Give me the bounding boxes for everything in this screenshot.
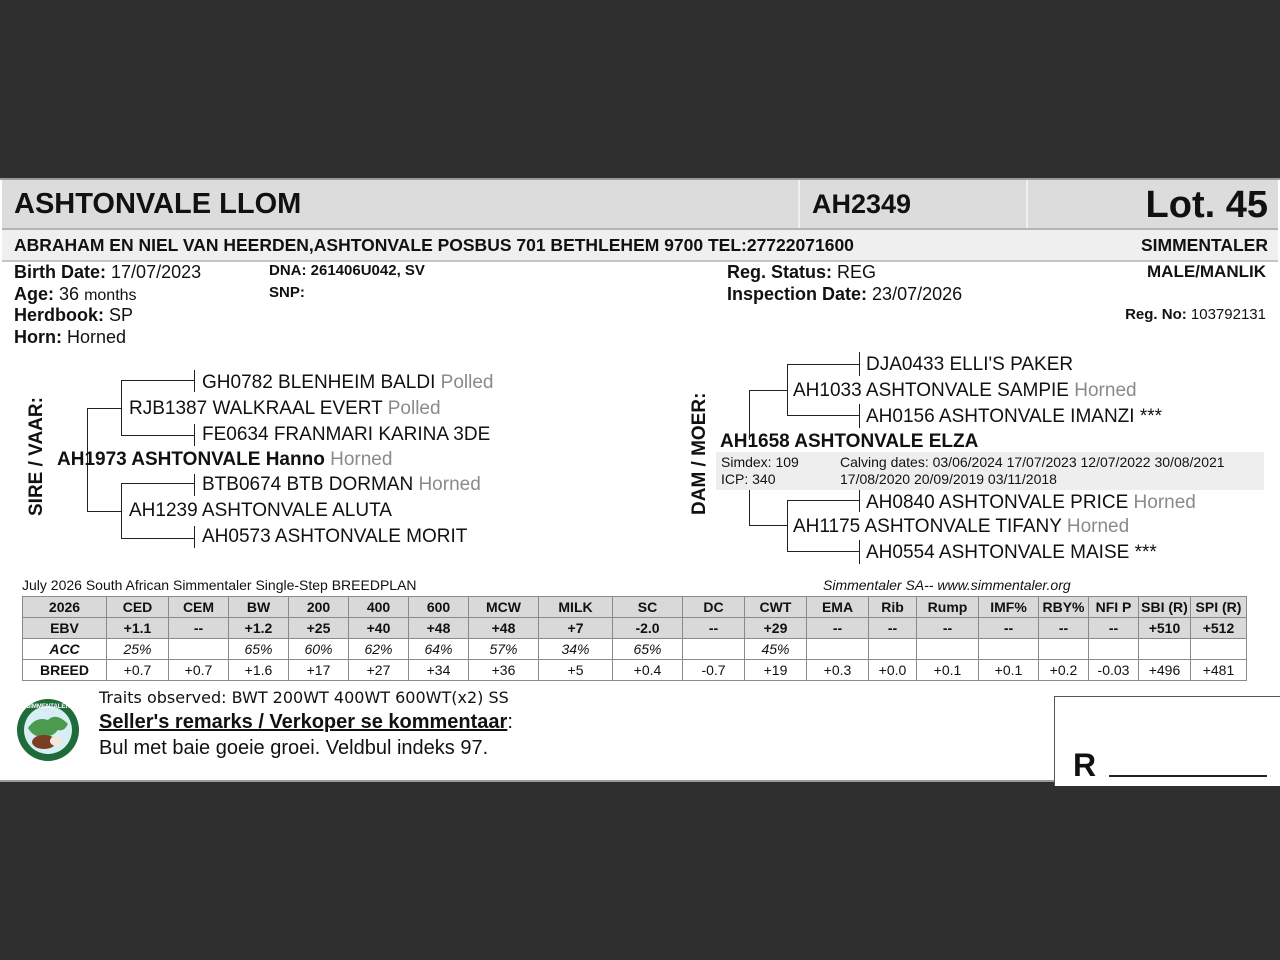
- pedigree-horn: Horned: [418, 474, 481, 495]
- pedigree-line: [121, 380, 194, 381]
- ebv-cell: --: [869, 618, 917, 639]
- pedigree-name: GH0782 BLENHEIM BALDI: [202, 372, 436, 393]
- registration-id: AH2349: [812, 189, 912, 219]
- breed-avg-row: [23, 660, 1247, 681]
- pedigree-line: [121, 435, 194, 436]
- ebv-column-header: SPI (R): [1191, 597, 1247, 618]
- pedigree-name: AH1973 ASHTONVALE Hanno: [57, 449, 325, 470]
- birth-date-value: 17/07/2023: [111, 262, 202, 282]
- pedigree-name: AH0156 ASHTONVALE IMANZI ***: [866, 406, 1163, 427]
- pedigree-line: [859, 404, 860, 428]
- horn-label: Horn:: [14, 327, 62, 347]
- pedigree-line: [787, 551, 859, 552]
- breed-name: SIMMENTALER: [1140, 235, 1268, 255]
- signature-line: [1109, 775, 1267, 777]
- header-divider: [1026, 180, 1028, 228]
- ebv-cell: --: [169, 618, 229, 639]
- ebv-cell: [1089, 639, 1139, 660]
- snp: SNP:: [269, 284, 305, 301]
- ebv-cell: +34: [409, 660, 469, 681]
- ebv-cell: 45%: [745, 639, 807, 660]
- dam-simdex: Simdex: 109: [721, 454, 799, 470]
- ebv-cell: [807, 639, 869, 660]
- owner-details: ABRAHAM EN NIEL VAN HEERDEN,ASHTONVALE POSBUS 701 BETHLEHEM 9700 TEL:27722071600: [14, 235, 854, 255]
- pedigree-line: [787, 500, 788, 552]
- pedigree-horn: Polled: [440, 372, 494, 393]
- pedigree-horn: Horned: [1066, 516, 1130, 537]
- ebv-cell: 65%: [229, 639, 289, 660]
- ebv-cell: -0.7: [683, 660, 745, 681]
- remarks-text: Bul met baie goeie groei. Veldbul indeks 97.: [99, 737, 489, 759]
- pedigree-line: [859, 540, 860, 564]
- pedigree-name: AH0840 ASHTONVALE PRICE: [866, 492, 1129, 513]
- dam-label: DAM / MOER:: [689, 392, 710, 515]
- ebv-cell: [1191, 639, 1247, 660]
- ebv-column-header: Rump: [917, 597, 979, 618]
- ebv-column-header: CED: [107, 597, 169, 618]
- ebv-column-header: CWT: [745, 597, 807, 618]
- remarks-colon: :: [507, 711, 513, 733]
- ebv-column-header: SBI (R): [1139, 597, 1191, 618]
- inspection-date: [727, 284, 962, 305]
- inspection-date-label: Inspection Date:: [727, 284, 868, 304]
- ebv-cell: [917, 639, 979, 660]
- traits-observed: Traits observed: BWT 200WT 400WT 600WT(x2) SS: [99, 688, 509, 707]
- dam-dam-dam: [866, 542, 1157, 564]
- pedigree-line: [121, 380, 122, 436]
- calving-dates-cont: 17/08/2020 20/09/2019 03/11/2018: [840, 471, 1057, 487]
- pedigree-line: [121, 483, 194, 484]
- ebv-cell: 60%: [289, 639, 349, 660]
- ebv-cell: +0.3: [807, 660, 869, 681]
- reg-no-value: 103792131: [1190, 306, 1266, 323]
- sire-dam-dam: [202, 526, 467, 548]
- ebv-cell: [683, 639, 745, 660]
- ebv-cell: --: [807, 618, 869, 639]
- dam-icp: ICP: 340: [721, 471, 776, 487]
- ebv-cell: 57%: [469, 639, 539, 660]
- age: [14, 284, 137, 305]
- herdbook-label: Herdbook:: [14, 305, 104, 325]
- ebv-column-header: CEM: [169, 597, 229, 618]
- ebv-cell: 34%: [539, 639, 613, 660]
- ebv-cell: +19: [745, 660, 807, 681]
- svg-text:SIMMENTALER: SIMMENTALER: [26, 704, 70, 710]
- sign-label: R: [1073, 747, 1097, 783]
- dam-dam-sire: [866, 492, 1196, 514]
- remarks-heading-text: Seller's remarks / Verkoper se kommentaar: [99, 711, 508, 733]
- ebv-cell: --: [1039, 618, 1089, 639]
- sire-sire: [129, 398, 441, 420]
- reg-no-label: Reg. No:: [1125, 306, 1187, 323]
- pedigree-name: AH0573 ASHTONVALE MORIT: [202, 526, 468, 547]
- pedigree-name: AH1175 ASHTONVALE TIFANY: [793, 516, 1062, 537]
- pedigree-line: [787, 415, 859, 416]
- ebv-cell: +48: [469, 618, 539, 639]
- pedigree-name: AH1658 ASHTONVALE ELZA: [720, 431, 979, 452]
- ebv-cell: [979, 639, 1039, 660]
- reg-no: [1125, 306, 1266, 323]
- ebv-cell: +0.7: [107, 660, 169, 681]
- pedigree-name: AH1239 ASHTONVALE ALUTA: [129, 500, 392, 521]
- ebv-column-header: MILK: [539, 597, 613, 618]
- dam-sire-dam: [866, 406, 1162, 428]
- pedigree-name: RJB1387 WALKRAAL EVERT: [129, 398, 383, 419]
- pedigree-line: [87, 408, 121, 409]
- birth-date: [14, 262, 201, 283]
- sire-dam-sire: [202, 474, 481, 496]
- ebv-cell: +36: [469, 660, 539, 681]
- pedigree-line: [787, 500, 859, 501]
- ebv-cell: +1.2: [229, 618, 289, 639]
- pedigree-line: [121, 483, 122, 539]
- lot-card: [0, 178, 1280, 782]
- ebv-table: [22, 596, 1247, 681]
- birth-date-label: Birth Date:: [14, 262, 107, 282]
- ebv-column-header: 400: [349, 597, 409, 618]
- pedigree-line: [194, 424, 195, 446]
- ebv-cell: +0.2: [1039, 660, 1089, 681]
- ebv-cell: --: [917, 618, 979, 639]
- ebv-cell: [169, 639, 229, 660]
- pedigree-line: [194, 526, 195, 548]
- pedigree-horn: Horned: [1133, 492, 1196, 513]
- age-value: 36: [59, 284, 80, 304]
- reg-status-label: Reg. Status:: [727, 262, 833, 282]
- calving-dates: Calving dates: 03/06/2024 17/07/2023 12/07/2022 30/08/2021: [840, 454, 1225, 470]
- herdbook-value: SP: [109, 305, 134, 325]
- pedigree-line: [787, 364, 788, 416]
- pedigree-line: [194, 370, 195, 392]
- pedigree-line: [194, 474, 195, 496]
- pedigree-name: AH0554 ASHTONVALE MAISE ***: [866, 542, 1157, 563]
- ebv-column-header: 600: [409, 597, 469, 618]
- ebv-header-row: [23, 597, 1247, 618]
- age-label: Age:: [14, 284, 54, 304]
- lot-number: Lot. 45: [1145, 184, 1268, 226]
- breedplan-title: July 2026 South African Simmentaler Single-Step BREEDPLAN: [22, 577, 417, 593]
- age-unit: months: [84, 287, 137, 304]
- sire-dam: [129, 500, 392, 522]
- ebv-cell: 65%: [613, 639, 683, 660]
- sire-label: SIRE / VAAR:: [26, 397, 47, 516]
- ebv-cell: 62%: [349, 639, 409, 660]
- pedigree-line: [749, 525, 787, 526]
- ebv-cell: +0.1: [979, 660, 1039, 681]
- pedigree-line: [749, 390, 787, 391]
- ebv-cell: +1.6: [229, 660, 289, 681]
- pedigree-line: [749, 490, 750, 526]
- ebv-cell: --: [1089, 618, 1139, 639]
- ebv-column-header: EMA: [807, 597, 869, 618]
- pedigree-line: [859, 352, 860, 376]
- herdbook: [14, 305, 133, 326]
- ebv-cell: +510: [1139, 618, 1191, 639]
- ebv-cell: +481: [1191, 660, 1247, 681]
- ebv-cell: +1.1: [107, 618, 169, 639]
- ebv-cell: +48: [409, 618, 469, 639]
- ebv-column-header: BW: [229, 597, 289, 618]
- horn-value: Horned: [67, 327, 127, 347]
- ebv-column-header: 2026: [23, 597, 107, 618]
- sire: [57, 449, 392, 471]
- ebv-row: [23, 618, 1247, 639]
- sex: MALE/MANLIK: [1147, 262, 1266, 281]
- ebv-cell: 25%: [107, 639, 169, 660]
- ebv-cell: +29: [745, 618, 807, 639]
- dam-sire: [793, 380, 1137, 402]
- pedigree-horn: Polled: [387, 398, 441, 419]
- ebv-cell: +0.7: [169, 660, 229, 681]
- pedigree-name: AH1033 ASHTONVALE SAMPIE: [793, 380, 1069, 401]
- ebv-cell: [869, 639, 917, 660]
- ebv-cell: +0.4: [613, 660, 683, 681]
- horn: [14, 327, 126, 348]
- ebv-cell: +0.0: [869, 660, 917, 681]
- ebv-cell: -2.0: [613, 618, 683, 639]
- ebv-column-header: NFI P: [1089, 597, 1139, 618]
- pedigree-line: [859, 490, 860, 512]
- pedigree-name: BTB0674 BTB DORMAN: [202, 474, 414, 495]
- ebv-cell: +496: [1139, 660, 1191, 681]
- sire-sire-dam: [202, 424, 490, 446]
- reg-status-value: REG: [837, 262, 877, 282]
- ebv-cell: --: [683, 618, 745, 639]
- ebv-column-header: Rib: [869, 597, 917, 618]
- dam: [720, 431, 978, 453]
- ebv-cell: +512: [1191, 618, 1247, 639]
- dna: DNA: 261406U042, SV: [269, 262, 425, 279]
- pedigree-horn: Horned: [330, 449, 393, 470]
- simmentaler-logo-icon: [14, 698, 82, 762]
- ebv-cell: [1039, 639, 1089, 660]
- animal-name: ASHTONVALE LLOM: [14, 188, 302, 220]
- ebv-cell: +40: [349, 618, 409, 639]
- signature-box[interactable]: [1054, 696, 1280, 786]
- pedigree-line: [787, 364, 859, 365]
- pedigree-name: FE0634 FRANMARI KARINA 3DE: [202, 424, 491, 445]
- ebv-cell: +25: [289, 618, 349, 639]
- ebv-cell: -0.03: [1089, 660, 1139, 681]
- ebv-cell: --: [979, 618, 1039, 639]
- remarks-heading: [99, 711, 513, 734]
- ebv-cell: +0.1: [917, 660, 979, 681]
- ebv-column-header: RBY%: [1039, 597, 1089, 618]
- pedigree-horn: Horned: [1074, 380, 1137, 401]
- pedigree-name: DJA0433 ELLI'S PAKER: [866, 354, 1074, 375]
- acc-row: [23, 639, 1247, 660]
- ebv-row-label: BREED: [23, 660, 107, 681]
- ebv-cell: +5: [539, 660, 613, 681]
- pedigree-line: [87, 511, 121, 512]
- ebv-column-header: IMF%: [979, 597, 1039, 618]
- pedigree-line: [121, 538, 194, 539]
- ebv-cell: +17: [289, 660, 349, 681]
- reg-status: [727, 262, 876, 283]
- ebv-column-header: 200: [289, 597, 349, 618]
- inspection-date-value: 23/07/2026: [872, 284, 963, 304]
- breedplan-source: Simmentaler SA-- www.simmentaler.org: [823, 577, 1071, 593]
- ebv-column-header: DC: [683, 597, 745, 618]
- ebv-column-header: MCW: [469, 597, 539, 618]
- ebv-cell: [1139, 639, 1191, 660]
- ebv-cell: +27: [349, 660, 409, 681]
- dam-sire-sire: [866, 354, 1073, 376]
- dam-dam: [793, 516, 1129, 538]
- ebv-row-label: ACC: [23, 639, 107, 660]
- ebv-column-header: SC: [613, 597, 683, 618]
- sire-sire-sire: [202, 372, 493, 394]
- ebv-cell: +7: [539, 618, 613, 639]
- ebv-cell: 64%: [409, 639, 469, 660]
- header-divider: [798, 180, 800, 228]
- ebv-row-label: EBV: [23, 618, 107, 639]
